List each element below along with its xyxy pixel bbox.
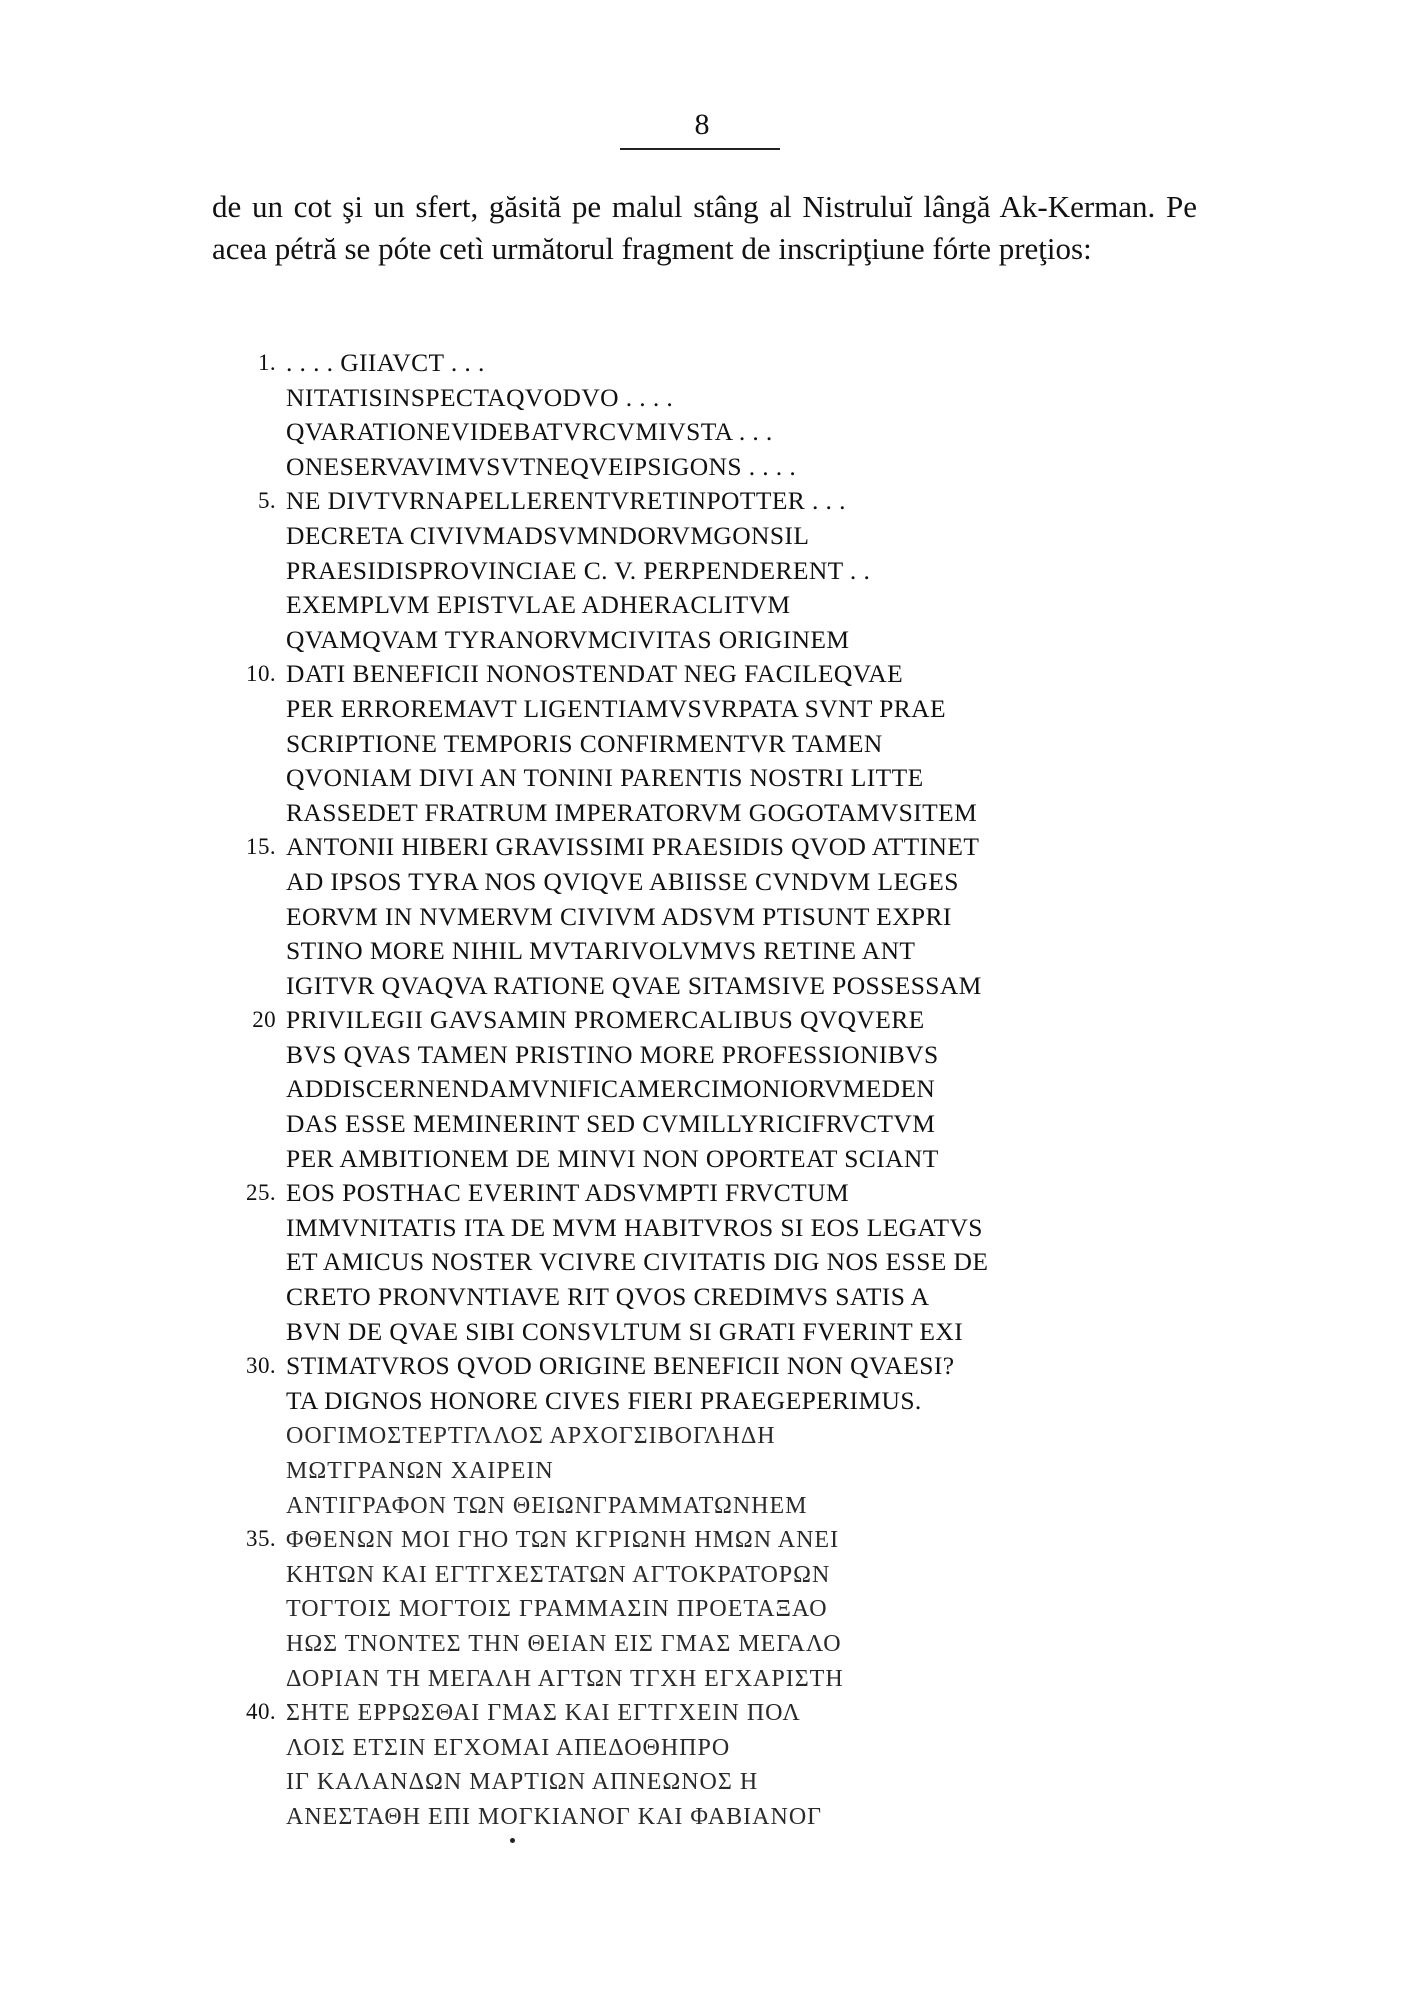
inscription-line [220, 1003, 1210, 1038]
line-text: NITATISINSPECTAQVODVO . . . . [286, 382, 674, 412]
line-text: DAS ESSE MEMINERINT SED CVMILLYRICIFRVCTVM [286, 1109, 936, 1139]
line-number: 5. [257, 488, 276, 514]
inscription-line [220, 1245, 1210, 1280]
line-number: 15. [246, 834, 276, 860]
line-text: TA DIGNOS HONORE CIVES FIERI PRAEGEPERIMUS. [286, 1385, 922, 1415]
inscription-line [220, 657, 1210, 692]
inscription-line [220, 1626, 1210, 1661]
line-text: ΑΝΤΙΓΡΑΦΟΝ ΤΩΝ ΘΕΙΩΝΓΡΑΜΜΑΤΩΝΗΕΜ [286, 1492, 808, 1519]
inscription-line [220, 1488, 1210, 1523]
inscription-line [220, 1453, 1210, 1488]
line-text: CRETO PRONVNTIAVE RIT QVOS CREDIMVS SATIS A [286, 1282, 930, 1312]
inscription-line [220, 865, 1210, 900]
inscription-line [220, 1384, 1210, 1419]
line-text: STIMATVROS QVOD ORIGINE BENEFICII NON QVAESI? [286, 1351, 955, 1381]
line-text: PRIVILEGII GAVSAMIN PROMERCALIBUS QVQVERE [286, 1005, 925, 1035]
line-text: ΣΗΤΕ ΕΡΡΩΣΘΑΙ ΓΜΑΣ ΚΑΙ ΕΓΤΓΧΕΙΝ ΠΟΛ [286, 1700, 801, 1727]
inscription-line [220, 1349, 1210, 1384]
inscription-line [220, 484, 1210, 519]
line-text: ΙΓ ΚΑΛΑΝΔΩΝ ΜΑΡΤΙΩΝ ΑΠΝΕΩΝΟΣ Η [286, 1769, 759, 1796]
line-number: 30. [246, 1353, 276, 1379]
page-number: 8 [694, 108, 710, 141]
line-number: 25. [246, 1180, 276, 1206]
inscription-line [220, 1591, 1210, 1626]
inscription-line [220, 1418, 1210, 1453]
inscription-line [220, 1072, 1210, 1107]
line-text: IMMVNITATIS ITA DE MVM HABITVROS SI EOS LEGATVS [286, 1212, 983, 1242]
inscription-line [220, 830, 1210, 865]
inscription-line [220, 1730, 1210, 1765]
inscription-line [220, 761, 1210, 796]
inscription-line [220, 1280, 1210, 1315]
inscription-line [220, 692, 1210, 727]
line-number: 20 [252, 1007, 276, 1033]
inscription-line [220, 1176, 1210, 1211]
intro-text: de un cot şi un sfert, găsită pe malul stâng al Nistruluĭ lângă Ak-Kerman. Pe acea pétră se póte cetì următorul fragment de inscripţiune fórte preţios: [212, 189, 1197, 266]
inscription-line [220, 1107, 1210, 1142]
inscription-line [220, 1142, 1210, 1177]
line-text: ONESERVAVIMVSVTNEQVEIPSIGONS . . . . [286, 451, 797, 481]
line-text: EXEMPLVM EPISTVLAE ADHERACLITVM [286, 590, 791, 620]
line-text: ΤΟΓΤΟΙΣ ΜΟΓΤΟΙΣ ΓΡΑΜΜΑΣΙΝ ΠΡΟΕΤΑΞΑΟ [286, 1596, 828, 1623]
line-text: ΔΟΡΙΑΝ ΤΗ ΜΕΓΑΛΗ ΑΓΤΩΝ ΤΓΧΗ ΕΓΧΑΡΙΣΤΗ [286, 1665, 844, 1692]
line-text: ANTONII HIBERI GRAVISSIMI PRAESIDIS QVOD ATTINET [286, 832, 980, 862]
inscription-line [220, 623, 1210, 658]
inscription-line [220, 900, 1210, 935]
line-text: PER AMBITIONEM DE MINVI NON OPORTEAT SCIANT [286, 1143, 939, 1173]
inscription-line [220, 1522, 1210, 1557]
inscription-line [220, 934, 1210, 969]
inscription-line [220, 415, 1210, 450]
line-text: ADDISCERNENDAMVNIFICAMERCIMONIORVMEDEN [286, 1074, 936, 1104]
inscription-line [220, 1764, 1210, 1799]
line-number: 1. [257, 350, 276, 375]
line-text: ΚΗΤΩΝ ΚΑΙ ΕΓΤΓΧΕΣΤΑΤΩΝ ΑΓΤΟΚΡΑΤΟΡΩΝ [286, 1561, 831, 1588]
line-text: ET AMICUS NOSTER VCIVRE CIVITATIS DIG NOS ESSE DE [286, 1247, 989, 1277]
line-text: EOS POSTHAC EVERINT ADSVMPTI FRVCTUM [286, 1178, 850, 1208]
stray-mark [510, 1838, 515, 1843]
line-text: DATI BENEFICII NONOSTENDAT NEG FACILEQVAE [286, 659, 904, 689]
inscription-line [220, 1695, 1210, 1730]
line-text: EORVM IN NVMERVM CIVIVM ADSVM PTISUNT EXPRI [286, 901, 952, 931]
line-text: ΛΟΙΣ ΕΤΣΙΝ ΕΓΧΟΜΑΙ ΑΠΕΔΟΘΗΠΡΟ [286, 1734, 731, 1761]
inscription-line [220, 381, 1210, 416]
inscription-line [220, 969, 1210, 1004]
intro-paragraph [212, 186, 1197, 270]
line-text: DECRETA CIVIVMADSVMNDORVMGONSIL [286, 520, 810, 550]
line-text: . . . . GIIAVCT . . . [286, 348, 485, 377]
inscription-line [220, 727, 1210, 762]
inscription-line [220, 1557, 1210, 1592]
line-text: IGITVR QVAQVA RATIONE QVAE SITAMSIVE POSSESSAM [286, 970, 982, 1000]
inscription-line [220, 796, 1210, 831]
line-text: ΟΟΓΙΜΟΣΤΕΡΤΓΛΛΟΣ ΑΡΧΟΓΣΙΒΟΓΛΗΔΗ [286, 1423, 776, 1450]
inscription-line [220, 1211, 1210, 1246]
line-text: ΗΩΣ ΤΝΟΝΤΕΣ ΤΗΝ ΘΕΙΑΝ ΕΙΣ ΓΜΑΣ ΜΕΓΑΛΟ [286, 1630, 842, 1657]
inscription-line [220, 588, 1210, 623]
line-text: AD IPSOS TYRA NOS QVIQVE ABIISSE CVNDVM LEGES [286, 866, 959, 896]
line-text: ΦΘΕΝΩΝ ΜΟΙ ΓΗΟ ΤΩΝ ΚΓΡΙΩΝΗ ΗΜΩΝ ΑΝΕΙ [286, 1527, 840, 1554]
line-text: BVN DE QVAE SIBI CONSVLTUM SI GRATI FVERINT EXI [286, 1316, 964, 1346]
inscription-line [220, 1315, 1210, 1350]
line-text: BVS QVAS TAMEN PRISTINO MORE PROFESSIONIBVS [286, 1039, 939, 1069]
line-text: NE DIVTVRNAPELLERENTVRETINPOTTER . . . [286, 486, 846, 516]
line-text: QVONIAM DIVI AN TONINI PARENTIS NOSTRI LITTE [286, 763, 924, 793]
inscription-line [220, 346, 1210, 381]
line-number: 35. [246, 1526, 276, 1552]
inscription-line [220, 1661, 1210, 1696]
inscription-fragment [220, 346, 1210, 1834]
line-number: 40. [246, 1699, 276, 1725]
inscription-line [220, 1038, 1210, 1073]
line-text: QVAMQVAM TYRANORVMCIVITAS ORIGINEM [286, 624, 850, 654]
line-number: 10. [246, 661, 276, 687]
line-text: PRAESIDISPROVINCIAE C. V. PERPENDERENT . . [286, 555, 871, 585]
inscription-line [220, 450, 1210, 485]
header-rule [620, 148, 780, 150]
line-text: ΜΩΤΓΡΑΝΩΝ ΧΑΙΡΕΙΝ [286, 1458, 554, 1484]
inscription-line [220, 1799, 1210, 1834]
inscription-line [220, 519, 1210, 554]
line-text: RASSEDET FRATRUM IMPERATORVM GOGOTAMVSITEM [286, 797, 978, 827]
line-text: STINO MORE NIHIL MVTARIVOLVMVS RETINE ANT [286, 936, 916, 966]
line-text: PER ERROREMAVT LIGENTIAMVSVRPATA SVNT PRAE [286, 693, 946, 723]
line-text: QVARATIONEVIDEBATVRCVMIVSTA . . . [286, 417, 773, 447]
line-text: SCRIPTIONE TEMPORIS CONFIRMENTVR TAMEN [286, 728, 883, 758]
inscription-line [220, 554, 1210, 589]
line-text: ΑΝΕΣΤΑΘΗ ΕΠΙ ΜΟΓΚΙΑΝΟΓ ΚΑΙ ΦΑΒΙΑΝΟΓ [286, 1803, 823, 1830]
